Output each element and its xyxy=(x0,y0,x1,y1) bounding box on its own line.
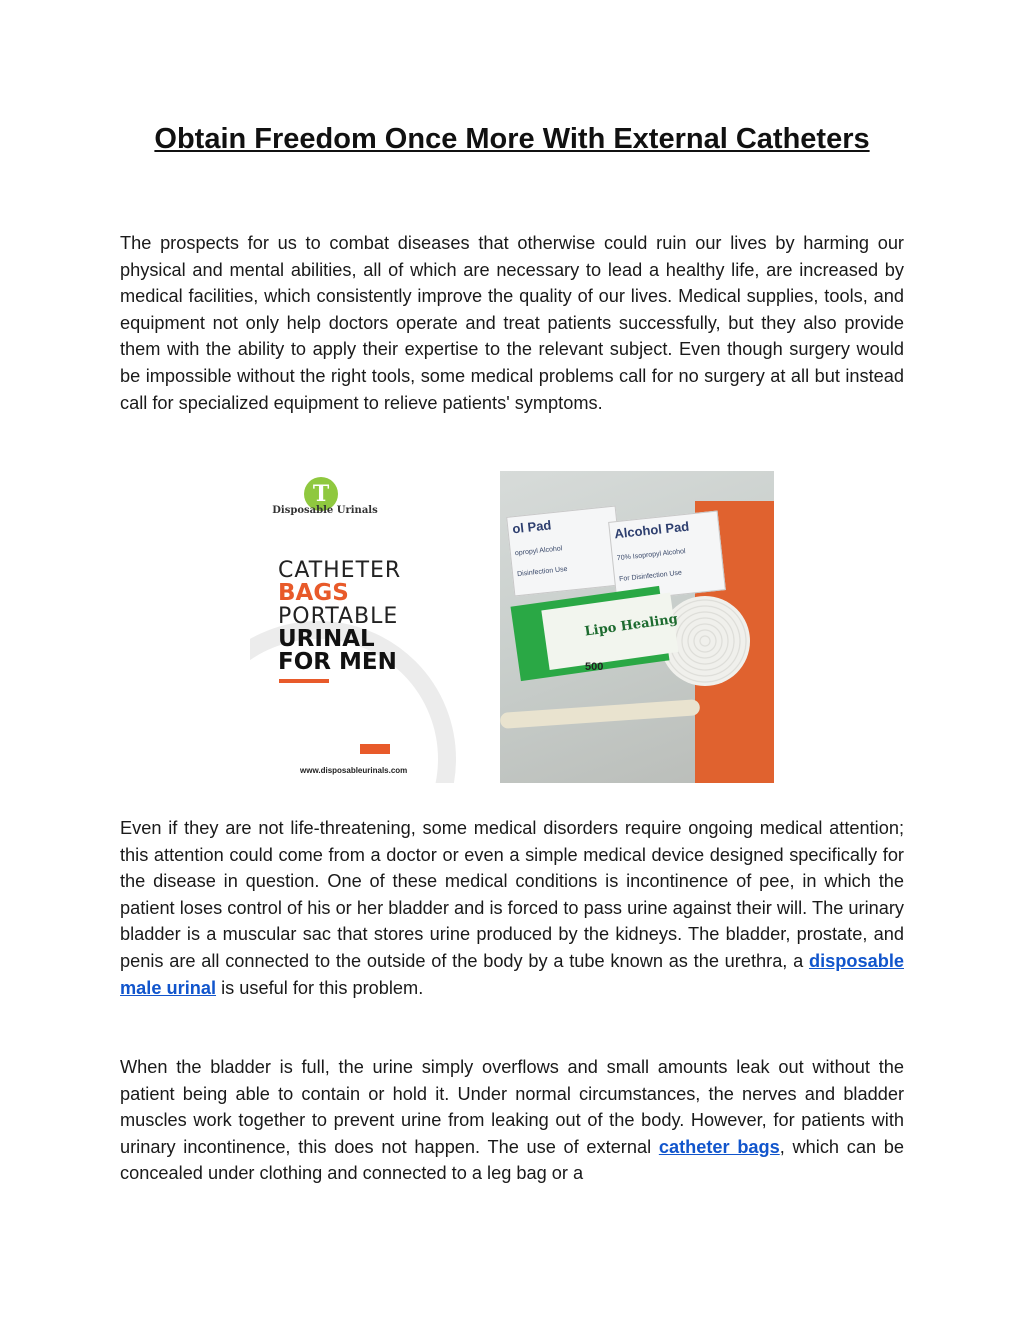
headline-portable: PORTABLE xyxy=(278,604,399,629)
accent-bar xyxy=(279,679,329,683)
tag-label: Lipo Healing xyxy=(583,611,679,640)
logo-letter: T xyxy=(312,481,330,507)
product-image xyxy=(250,471,774,783)
tag-number: 500 xyxy=(585,661,604,673)
paragraph-bladder: When the bladder is full, the urine simply overflows and small amounts leak out without the patient being able to contain or hold it. Under normal circumstances, the nerves and bladder muscles work together to prevent urine from leaking out of the body. However, for patients with urinary incontinence, this does not happen. The use of external catheter bags, which can be concealed under clothing and connected to a leg bag or a xyxy=(120,1057,904,1184)
catheter-tube xyxy=(500,699,701,729)
accent-block xyxy=(360,744,390,754)
image-left-panel xyxy=(250,471,515,783)
document-title: Obtain Freedom Once More With External Catheters xyxy=(154,123,870,155)
headline-catheter: CATHETER xyxy=(278,558,402,583)
paragraph-conditions: Even if they are not life-threatening, some medical disorders require ongoing medical attention; this attention could come from a doctor or even a simple medical device designed specifically for the disease in question. One of these medical conditions is incontinence of pee, in which the patient loses control of his or her bladder and is forced to pass urine against their will. The urinary bladder is a muscular sac that stores urine produced by the kidneys. The bladder, prostate, and penis are all connected to the outside of the body by a tube known as the urethra, a disposable male urinal is useful for this problem. xyxy=(120,818,904,998)
image-website-url: www.disposableurinals.com xyxy=(300,766,408,775)
alcohol-pad-left: ol Pad opropyl Alcohol Disinfection Use xyxy=(506,505,624,596)
image-photo-panel xyxy=(500,471,774,783)
logo-brand-name: Disposable Urinals xyxy=(272,505,378,516)
link-disposable-male-urinal[interactable]: disposable male urinal xyxy=(120,950,904,998)
headline-for-men: FOR MEN xyxy=(278,649,397,675)
alcohol-pad-right: Alcohol Pad 70% Isopropyl Alcohol For Disinfection Use xyxy=(608,510,726,601)
link-catheter-bags[interactable]: catheter bags xyxy=(658,1136,780,1157)
headline-urinal: URINAL xyxy=(278,626,375,652)
headline-bags: BAGS xyxy=(278,580,349,606)
paragraph-intro: The prospects for us to combat diseases that otherwise could ruin our lives by harming our physical and mental abilities, all of which are necessary to lead a healthy life, are increased by medical facilities, which consistently improve the quality of our lives. Medical supplies, tools, and equipment not only help doctors operate and treat patients successfully, but they also provide them with the ability to apply their expertise to the relevant subject. Even though surgery would be impossible without the right tools, some medical problems call for no surgery at all but instead call for specialized equipment to relieve patients' symptoms. xyxy=(120,233,904,413)
